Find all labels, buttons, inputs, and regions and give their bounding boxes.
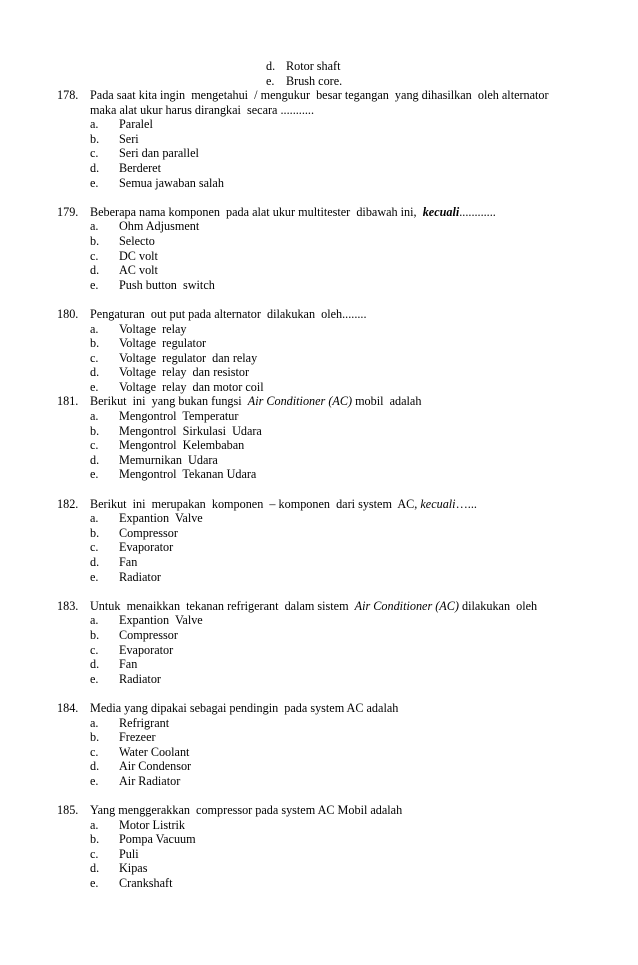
answer-option: [57, 832, 617, 847]
question-number: 184.: [57, 700, 79, 715]
option-text: Water Coolant: [119, 744, 190, 759]
answer-option: [57, 876, 617, 891]
option-text: Seri: [119, 131, 139, 146]
option-letter: a.: [90, 511, 99, 526]
question-text: Beberapa nama komponen pada alat ukur multitester dibawah ini,: [90, 204, 423, 219]
question-text-line: [57, 497, 617, 512]
option-text: Voltage relay dan resistor: [119, 365, 250, 380]
option-text: Rotor shaft: [286, 59, 341, 73]
answer-option: [57, 847, 617, 862]
option-letter: d.: [90, 555, 100, 569]
carry-over-option: [266, 74, 342, 89]
question-number: 182.: [57, 496, 79, 511]
emphasized-text: kecuali: [420, 496, 456, 511]
option-letter: e.: [90, 876, 99, 891]
option-text: Semua jawaban salah: [119, 175, 224, 190]
answer-option: [57, 526, 617, 541]
option-text: Fan: [119, 555, 138, 569]
answer-option: [57, 336, 617, 351]
question-text: …...: [455, 496, 477, 511]
option-text: Motor Listrik: [119, 817, 186, 832]
answer-option: [57, 540, 617, 555]
question-text: Yang menggerakkan compressor pada system AC Mobil adalah: [90, 803, 403, 818]
question-text-line: [57, 205, 617, 220]
answer-option: [57, 438, 617, 453]
question-number: 181.: [57, 394, 79, 409]
question-text-line: [57, 394, 617, 409]
answer-option: [57, 759, 617, 774]
answer-option: [57, 643, 617, 658]
option-text: Mengontrol Kelembaban: [119, 438, 245, 453]
option-letter: c.: [90, 642, 99, 657]
option-text: Push button switch: [119, 277, 215, 292]
question-text: Media yang dipakai sebagai pendingin pada system AC adalah: [90, 700, 399, 715]
option-text: Air Radiator: [119, 773, 181, 788]
answer-option: [57, 745, 617, 760]
question-text: Berikut ini yang bukan fungsi: [90, 394, 248, 409]
option-text: Kipas: [119, 861, 148, 876]
question-181: [57, 394, 617, 482]
option-text: Mengontrol Sirkulasi Udara: [119, 423, 262, 438]
answer-option: [57, 511, 617, 526]
option-text: Fan: [119, 657, 138, 672]
option-text: Voltage regulator dan relay: [119, 350, 258, 365]
question-text: Berikut ini merupakan komponen – komponen dari system AC,: [90, 496, 421, 511]
option-letter: c.: [90, 350, 99, 365]
question-number: 183.: [57, 598, 79, 613]
option-text: Ohm Adjusment: [119, 219, 200, 234]
option-letter: b.: [90, 627, 100, 642]
option-text: Pompa Vacuum: [119, 832, 196, 847]
answer-option: [57, 380, 617, 395]
option-letter: a.: [90, 613, 99, 628]
answer-option: [57, 146, 617, 161]
option-text: Radiator: [119, 569, 161, 584]
option-letter: d.: [90, 759, 100, 774]
option-letter: e.: [90, 467, 99, 482]
option-text: Voltage relay: [119, 321, 187, 336]
option-text: AC volt: [119, 263, 158, 278]
carry-over-options: [266, 59, 342, 88]
answer-option: [57, 365, 617, 380]
emphasized-text: Air Conditioner (AC): [354, 598, 459, 613]
option-letter: c.: [90, 248, 99, 263]
answer-option: [57, 774, 617, 789]
answer-option: [57, 278, 617, 293]
option-text: Evaporator: [119, 540, 174, 555]
option-letter: e.: [90, 175, 99, 190]
option-letter: b.: [90, 336, 100, 351]
emphasized-text: Air Conditioner (AC): [247, 394, 353, 409]
option-text: Evaporator: [119, 642, 174, 657]
answer-option: [57, 424, 617, 439]
answer-option: [57, 453, 617, 468]
question-180: [57, 307, 617, 395]
carry-over-option: [266, 59, 342, 74]
option-letter: b.: [90, 131, 100, 146]
answer-option: [57, 613, 617, 628]
option-letter: b.: [90, 423, 100, 438]
question-text-line: [57, 803, 617, 818]
option-text: Air Condensor: [119, 759, 192, 774]
option-text: Compressor: [119, 627, 178, 642]
answer-option: [57, 351, 617, 366]
answer-option: [57, 132, 617, 147]
answer-option: [57, 263, 617, 278]
option-letter: e.: [90, 671, 99, 686]
option-letter: a.: [90, 715, 99, 730]
option-letter: e.: [90, 277, 99, 292]
option-letter: d.: [90, 263, 100, 278]
option-letter: a.: [90, 219, 99, 234]
option-text: DC volt: [119, 248, 158, 263]
question-text-line: [57, 307, 617, 322]
question-text: Pada saat kita ingin mengetahui / mengukur besar tegangan yang dihasilkan oleh alternator: [90, 88, 549, 102]
question-182: [57, 497, 617, 585]
answer-option: [57, 716, 617, 731]
option-letter: d.: [90, 861, 100, 876]
answer-option: [57, 467, 617, 482]
answer-option: [57, 555, 617, 570]
answer-option: [57, 570, 617, 585]
option-text: Mengontrol Tekanan Udara: [119, 467, 257, 482]
question-183: [57, 599, 617, 687]
option-letter: c.: [90, 146, 99, 161]
question-list: [57, 88, 617, 891]
option-letter: b.: [90, 233, 100, 248]
question-text-line: [57, 88, 617, 103]
question-text: mobil adalah: [352, 394, 422, 409]
question-text: maka alat ukur harus dirangkai secara ...........: [90, 102, 315, 117]
option-letter: e.: [90, 569, 99, 584]
answer-option: [57, 161, 617, 176]
answer-option: [57, 628, 617, 643]
option-text: Selecto: [119, 233, 155, 248]
answer-option: [57, 818, 617, 833]
emphasized-text: kecuali: [422, 204, 460, 219]
option-letter: b.: [90, 730, 100, 745]
answer-option: [57, 861, 617, 876]
option-letter: d.: [266, 59, 276, 73]
option-text: Expantion Valve: [119, 613, 203, 628]
option-text: Refrigrant: [119, 715, 170, 730]
question-text: dilakukan oleh: [458, 598, 538, 613]
question-184: [57, 701, 617, 789]
question-185: [57, 803, 617, 891]
answer-option: [57, 249, 617, 264]
answer-option: [57, 219, 617, 234]
question-number: 178.: [57, 88, 79, 102]
answer-option: [57, 409, 617, 424]
option-text: Compressor: [119, 525, 178, 540]
question-text: Pengaturan out put pada alternator dilakukan oleh........: [90, 306, 367, 321]
option-text: Puli: [119, 846, 139, 861]
option-text: Expantion Valve: [119, 511, 203, 526]
question-178: [57, 88, 617, 190]
option-text: Radiator: [119, 671, 161, 686]
question-text-line: [57, 103, 617, 118]
option-text: Brush core.: [286, 73, 343, 88]
option-text: Paralel: [119, 117, 153, 132]
option-letter: c.: [90, 846, 99, 861]
option-letter: b.: [90, 525, 100, 540]
option-letter: d.: [90, 160, 100, 175]
answer-option: [57, 322, 617, 337]
question-number: 179.: [57, 204, 79, 219]
option-text: Voltage regulator: [119, 336, 207, 351]
option-text: Memurnikan Udara: [119, 452, 218, 467]
option-letter: e.: [266, 73, 275, 88]
option-letter: d.: [90, 657, 100, 672]
option-text: Mengontrol Temperatur: [119, 409, 239, 424]
option-letter: e.: [90, 379, 99, 394]
option-text: Seri dan parallel: [119, 146, 199, 161]
option-letter: e.: [90, 773, 99, 788]
option-letter: c.: [90, 540, 99, 555]
answer-option: [57, 657, 617, 672]
answer-option: [57, 730, 617, 745]
option-letter: b.: [90, 832, 100, 847]
question-text: ............: [459, 204, 496, 219]
question-text-line: [57, 599, 617, 614]
option-letter: d.: [90, 365, 100, 380]
question-number: 180.: [57, 306, 79, 321]
option-letter: a.: [90, 409, 99, 424]
option-letter: c.: [90, 744, 99, 759]
option-letter: a.: [90, 321, 99, 336]
question-text: Untuk menaikkan tekanan refrigerant dalam sistem: [90, 598, 355, 613]
option-text: Crankshaft: [119, 876, 173, 891]
answer-option: [57, 176, 617, 191]
option-text: Frezeer: [119, 730, 156, 745]
question-number: 185.: [57, 803, 79, 818]
option-letter: c.: [90, 438, 99, 453]
question-179: [57, 205, 617, 293]
answer-option: [57, 117, 617, 132]
answer-option: [57, 234, 617, 249]
option-text: Voltage relay dan motor coil: [119, 379, 264, 394]
option-letter: d.: [90, 452, 100, 467]
question-text-line: [57, 701, 617, 716]
answer-option: [57, 672, 617, 687]
option-text: Berderet: [119, 160, 161, 175]
option-letter: a.: [90, 817, 99, 832]
option-letter: a.: [90, 117, 99, 132]
